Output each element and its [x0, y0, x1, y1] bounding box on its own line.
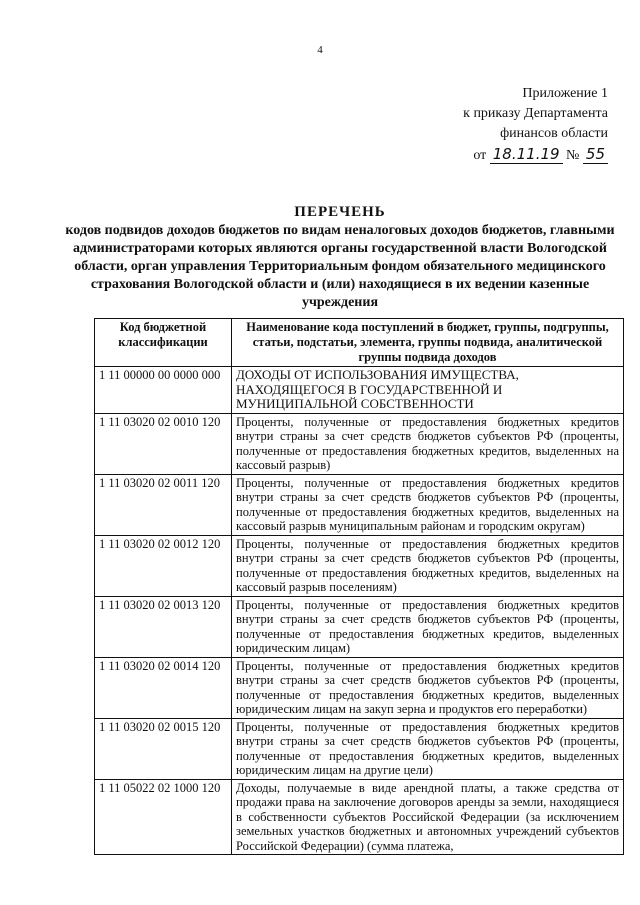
table-row [95, 779, 624, 855]
row-name: Проценты, полученные от предоставления бюджетных кредитов внутри страны за счет средств бюджетов субъектов РФ (проценты, полученные от предоставления бюджетных кредитов, выделенных на кассовый разрыв) [232, 413, 624, 474]
row-name: Проценты, полученные от предоставления бюджетных кредитов внутри страны за счет средств бюджетов субъектов РФ (проценты, полученные от предоставления бюджетных кредитов, выделенных юридическим лицам на закуп зерна и продуктов его переработки) [232, 657, 624, 718]
order-number: 55 [583, 145, 608, 164]
number-label: № [566, 148, 580, 163]
row-code: 1 11 03020 02 0013 120 [95, 596, 232, 657]
table-header-row [95, 319, 624, 367]
row-code: 1 11 03020 02 0012 120 [95, 535, 232, 596]
row-name: Проценты, полученные от предоставления бюджетных кредитов внутри страны за счет средств бюджетов субъектов РФ (проценты, полученные от предоставления бюджетных кредитов, выделенных юридическим лицам) [232, 596, 624, 657]
table-row [95, 596, 624, 657]
appendix-line-1: Приложение 1 [522, 86, 608, 101]
table-row [95, 413, 624, 474]
appendix-line-3: финансов области [500, 126, 608, 141]
document-title: ПЕРЕЧЕНЬ [294, 204, 386, 220]
row-name: ДОХОДЫ ОТ ИСПОЛЬЗОВАНИЯ ИМУЩЕСТВА, НАХОДЯЩЕГОСЯ В ГОСУДАРСТВЕННОЙ И МУНИЦИПАЛЬНОЙ СОБСТВЕННОСТИ [232, 367, 624, 414]
row-name: Доходы, получаемые в виде арендной платы, а также средства от продажи права на заключение договоров аренды за земли, находящиеся в собственности субъектов Российской Федерации (за исключением земельных участков бюджетных и автономных учреждений субъектов Российской Федерации) (сумма платежа, [232, 779, 624, 855]
table-row [95, 367, 624, 414]
row-name: Проценты, полученные от предоставления бюджетных кредитов внутри страны за счет средств бюджетов субъектов РФ (проценты, полученные от предоставления бюджетных кредитов, выделенных на кассовый разрыв муниципальным районам и городским округам) [232, 474, 624, 535]
appendix-header [408, 84, 608, 166]
from-label: от [473, 148, 487, 163]
row-code: 1 11 03020 02 0014 120 [95, 657, 232, 718]
budget-codes-table [94, 318, 624, 855]
table-row [95, 657, 624, 718]
row-code: 1 11 05022 02 1000 120 [95, 779, 232, 855]
row-name: Проценты, полученные от предоставления бюджетных кредитов внутри страны за счет средств бюджетов субъектов РФ (проценты, полученные от предоставления бюджетных кредитов, выделенных юридическим лицам на другие цели) [232, 718, 624, 779]
document-title-block [60, 203, 620, 312]
order-date: 18.11.19 [490, 145, 563, 164]
order-date-line [408, 144, 608, 166]
document-subtitle: кодов подвидов доходов бюджетов по видам неналоговых доходов бюджетов, главными администраторами которых являются органы государственной власти Вологодской области, орган управления Территориальным фондом обязательного медицинского страхования Вологодской области и (или) находящиеся в их ведении казенные учреждения [65, 223, 615, 310]
row-code: 1 11 03020 02 0010 120 [95, 413, 232, 474]
header-code: Код бюджетной классификации [95, 319, 232, 367]
row-code: 1 11 00000 00 0000 000 [95, 367, 232, 414]
page-number: 4 [317, 44, 323, 56]
row-code: 1 11 03020 02 0011 120 [95, 474, 232, 535]
table-row [95, 474, 624, 535]
row-name: Проценты, полученные от предоставления бюджетных кредитов внутри страны за счет средств бюджетов субъектов РФ (проценты, полученные от предоставления бюджетных кредитов, выделенных на кассовый разрыв поселениям) [232, 535, 624, 596]
header-name: Наименование кода поступлений в бюджет, группы, подгруппы, статьи, подстатьи, элемента, группы подвида, аналитической группы подвида доходов [232, 319, 624, 367]
table-row [95, 718, 624, 779]
row-code: 1 11 03020 02 0015 120 [95, 718, 232, 779]
appendix-line-2: к приказу Департамента [463, 106, 608, 121]
table-row [95, 535, 624, 596]
